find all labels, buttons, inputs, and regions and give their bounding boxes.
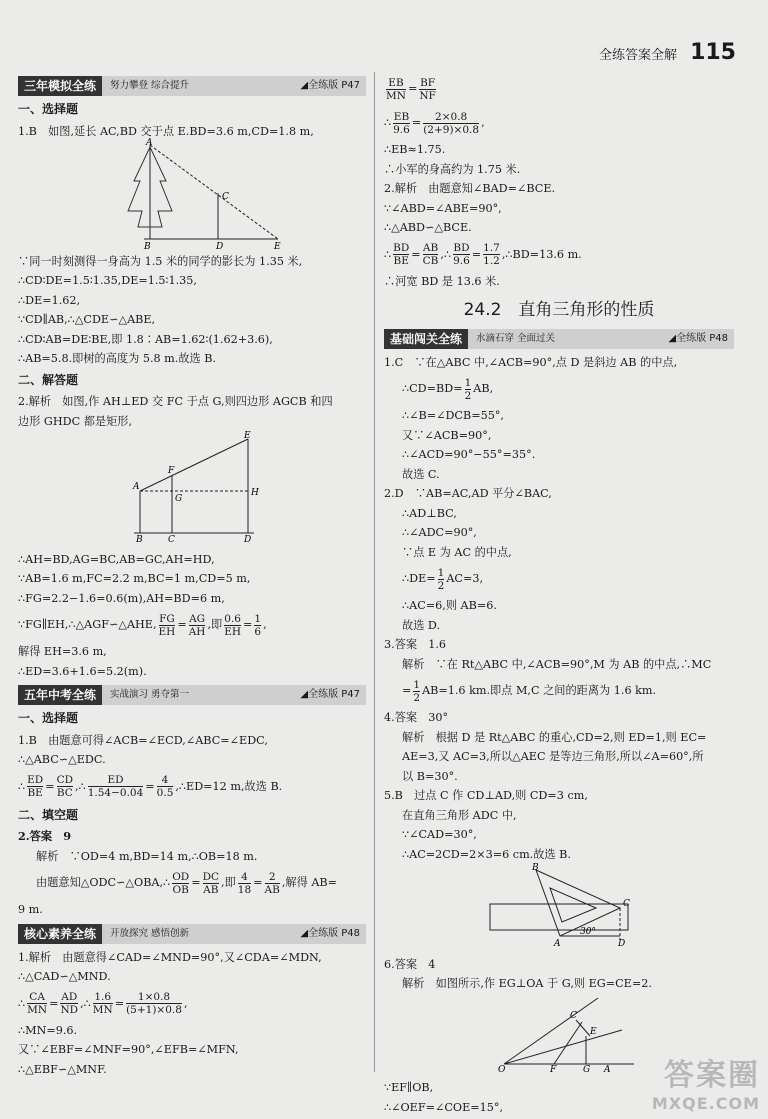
denominator: MN bbox=[92, 1004, 113, 1016]
denominator: EH bbox=[224, 625, 242, 638]
text-line: ∵∠ABD=∠ABE=90°, bbox=[384, 201, 502, 215]
fraction bbox=[27, 991, 47, 1016]
denominator: 6 bbox=[254, 625, 262, 638]
text-line: 故选 D. bbox=[402, 618, 441, 632]
point-label: B bbox=[532, 863, 539, 873]
numerator: EB bbox=[393, 110, 410, 123]
fraction bbox=[265, 871, 280, 896]
numerator: ED bbox=[107, 774, 124, 786]
text-line: ∴河宽 BD 是 13.6 米. bbox=[384, 274, 500, 288]
numerator: BD bbox=[393, 242, 410, 254]
text-line: 边形 GHDC 都是矩形, bbox=[18, 414, 133, 428]
text-line: 3.答案 1.6 bbox=[384, 638, 447, 651]
denominator: 2 bbox=[464, 389, 472, 402]
section-bar-wunian bbox=[18, 685, 366, 705]
denominator: ND bbox=[60, 1004, 79, 1016]
eq-text: ,∴BD=13.6 m. bbox=[501, 247, 582, 261]
text-line: 2.解析 如图,作 AH⊥ED 交 FC 于点 G,则四边形 AGCB 和四 bbox=[18, 395, 333, 408]
fraction bbox=[203, 871, 219, 896]
numerator: 1 bbox=[437, 566, 445, 579]
denominator: BC bbox=[56, 787, 73, 799]
equation-row bbox=[18, 987, 366, 1021]
text-line: ∵CD∥AB,∴△CDE∽△ABE, bbox=[18, 313, 156, 326]
text-line: ∴DE=1.62, bbox=[18, 293, 81, 307]
text-line: 又∵∠EBF=∠MNF=90°,∠EFB=∠MFN, bbox=[18, 1043, 239, 1056]
text-line: ∴CD∶AB=DE∶BE,即 1.8∶AB=1.62∶(1.62+3.6), bbox=[18, 332, 273, 346]
eq-text: ,∴ bbox=[440, 247, 452, 261]
equation-row bbox=[384, 72, 734, 106]
text-line: ∵点 E 为 AC 的中点, bbox=[402, 545, 512, 559]
denominator: EH bbox=[158, 625, 176, 638]
denominator: (2+9)×0.8 bbox=[423, 123, 480, 136]
fraction bbox=[93, 991, 113, 1016]
text-line: AE=3,又 AC=3,所以△AEC 是等边三角形,所以∠A=60°,所 bbox=[402, 750, 704, 763]
point-label: A bbox=[604, 1064, 611, 1075]
section-slogan: 水滴石穿 全面过关 bbox=[476, 332, 556, 344]
eq-text: = bbox=[402, 684, 412, 698]
section-slogan: 实战演习 勇夺第一 bbox=[110, 689, 190, 701]
point-label: C bbox=[570, 1010, 577, 1021]
eq-text: ∴ bbox=[18, 996, 26, 1010]
numerator: AD bbox=[61, 991, 78, 1003]
numerator: OD bbox=[172, 870, 190, 883]
page-header bbox=[599, 40, 736, 65]
equation-row bbox=[18, 866, 366, 900]
eq-text: = bbox=[114, 996, 125, 1010]
fraction bbox=[27, 774, 43, 799]
text-line: 2.答案 9 bbox=[18, 829, 72, 843]
eq-text: 由题意知△ODC∽△OBA,∴ bbox=[36, 876, 171, 890]
text-line: ∴EB≈1.75. bbox=[384, 143, 446, 156]
subsection-title: 一、选择题 bbox=[18, 102, 79, 116]
point-label: E bbox=[590, 1026, 597, 1037]
eq-text: = bbox=[145, 779, 155, 793]
equation-row bbox=[18, 770, 366, 804]
equation-row bbox=[384, 106, 734, 140]
fraction bbox=[157, 774, 174, 799]
denominator: 1.2 bbox=[483, 255, 500, 267]
text-line: ∴∠ACD=90°−55°=35°. bbox=[402, 448, 536, 461]
point-label: D bbox=[618, 939, 626, 949]
section-tag: 基础闯关全练 bbox=[384, 329, 468, 349]
numerator: 4 bbox=[161, 774, 169, 786]
point-label: A bbox=[146, 138, 153, 148]
text-line: 9 m. bbox=[18, 903, 43, 916]
fraction bbox=[413, 679, 420, 704]
denominator: MN bbox=[27, 1004, 48, 1016]
fraction bbox=[453, 242, 470, 267]
eq-text: ∴DE= bbox=[402, 572, 436, 586]
denominator: 1.54−0.04 bbox=[87, 787, 144, 799]
section-heading: 24.2 直角三角形的性质 bbox=[463, 300, 655, 320]
eq-text: , bbox=[183, 996, 188, 1010]
fraction bbox=[393, 242, 409, 267]
text-line: ∴△EBF∽△MNF. bbox=[18, 1062, 107, 1076]
numerator: DC bbox=[202, 870, 220, 883]
fraction bbox=[423, 242, 439, 267]
text-line: 5.B 过点 C 作 CD⊥AD,则 CD=3 cm, bbox=[384, 789, 588, 802]
eq-text: = bbox=[49, 996, 59, 1010]
section-tag: 三年模拟全练 bbox=[18, 76, 102, 96]
numerator: FG bbox=[159, 612, 175, 625]
fraction bbox=[159, 613, 176, 638]
text-line: ∴FG=2.2−1.6=0.6(m),AH=BD=6 m, bbox=[18, 591, 225, 605]
text-line: 1.解析 由题意得∠CAD=∠MND=90°,又∠CDA=∠MDN, bbox=[18, 950, 322, 964]
text-line: ∵AB=1.6 m,FC=2.2 m,BC=1 m,CD=5 m, bbox=[18, 572, 251, 585]
denominator: CB bbox=[422, 255, 439, 267]
eq-text: AC=3, bbox=[446, 572, 484, 586]
denominator: AB bbox=[203, 883, 219, 896]
text-line: 1.C ∵在△ABC 中,∠ACB=90°,点 D 是斜边 AB 的中点, bbox=[384, 355, 678, 369]
text-line: ∴∠B=∠DCB=55°, bbox=[402, 409, 504, 422]
fraction bbox=[423, 111, 479, 136]
point-label: A bbox=[133, 482, 140, 492]
equation-row bbox=[18, 608, 366, 642]
eq-text: , bbox=[263, 618, 267, 632]
numerator: 2 bbox=[268, 870, 276, 883]
denominator: NF bbox=[419, 89, 436, 102]
subsection-title: 一、选择题 bbox=[18, 711, 79, 725]
denominator: (5+1)×0.8 bbox=[126, 1004, 182, 1016]
eq-text: = bbox=[407, 82, 418, 96]
numerator: 0.6 bbox=[224, 612, 241, 625]
text-line: 4.答案 30° bbox=[384, 711, 449, 724]
eq-text: ,∴ bbox=[80, 996, 91, 1010]
text-line: ∴MN=9.6. bbox=[18, 1023, 78, 1037]
denominator: 18 bbox=[237, 883, 252, 896]
section-slogan: 开放探究 感悟创新 bbox=[110, 927, 190, 939]
point-label: G bbox=[583, 1064, 591, 1075]
text-line: ∴小军的身高约为 1.75 米. bbox=[384, 162, 521, 176]
eq-text: AB=1.6 km.即点 M,C 之间的距离为 1.6 km. bbox=[422, 684, 657, 698]
section-bar-sannian bbox=[18, 76, 366, 96]
section-tag: 五年中考全练 bbox=[18, 685, 102, 705]
fraction bbox=[126, 991, 182, 1016]
angle-label: 30° bbox=[580, 927, 596, 937]
eq-text: ,即 bbox=[207, 618, 223, 632]
text-line: 解析 ∵OD=4 m,BD=14 m,∴OB=18 m. bbox=[36, 849, 258, 863]
denominator: BE bbox=[393, 255, 409, 267]
fraction bbox=[189, 613, 206, 638]
text-line: ∴△ABD∽△BCE. bbox=[384, 221, 472, 234]
ruler-figure bbox=[484, 864, 644, 948]
denominator: AB bbox=[264, 883, 280, 896]
fraction bbox=[57, 774, 73, 799]
eq-text: ∴ bbox=[384, 247, 392, 261]
text-line: ∴AC=6,则 AB=6. bbox=[402, 599, 497, 612]
fraction bbox=[60, 991, 78, 1016]
eq-text: ∴CD=BD= bbox=[402, 382, 463, 396]
numerator: 1.6 bbox=[94, 991, 112, 1003]
fraction bbox=[393, 111, 410, 136]
point-label: C bbox=[222, 192, 229, 202]
point-label: F bbox=[550, 1064, 557, 1075]
numerator: 4 bbox=[241, 870, 248, 883]
rectangle-figure bbox=[130, 431, 280, 543]
eq-text: = bbox=[191, 876, 201, 890]
denominator: OB bbox=[172, 883, 189, 896]
eq-text: = bbox=[243, 618, 253, 632]
point-label: B bbox=[144, 242, 151, 252]
point-label: F bbox=[168, 466, 175, 476]
text-line: 解析 如图所示,作 EG⊥OA 于 G,则 EG=CE=2. bbox=[402, 977, 652, 990]
numerator: BF bbox=[420, 76, 436, 89]
text-line: ∴CD∶DE=1.5∶1.35,DE=1.5∶1.35, bbox=[18, 274, 197, 287]
eq-text: = bbox=[177, 618, 187, 632]
point-label: E bbox=[244, 431, 251, 441]
text-line: ∴∠OEF=∠COE=15°, bbox=[384, 1100, 503, 1114]
fraction bbox=[386, 77, 406, 102]
text-line: 以 B=30°. bbox=[402, 769, 458, 783]
point-label: D bbox=[216, 242, 224, 252]
denominator: 9.6 bbox=[453, 255, 470, 267]
section-tag: 核心素养全练 bbox=[18, 924, 102, 944]
fraction bbox=[88, 774, 144, 799]
point-label: C bbox=[168, 535, 175, 545]
subsection-title: 二、填空题 bbox=[18, 807, 79, 822]
watermark-text: 答案圈 bbox=[664, 1058, 760, 1093]
subsection-title: 二、解答题 bbox=[18, 372, 79, 387]
text-line: ∴ED=3.6+1.6=5.2(m). bbox=[18, 664, 147, 678]
text-line: ∴AB=5.8.即树的高度为 5.8 m.故选 B. bbox=[18, 352, 217, 365]
point-label: O bbox=[498, 1064, 506, 1075]
eq-text: ,∴ED=12 m,故选 B. bbox=[175, 779, 283, 793]
text-line: ∵EF∥OB, bbox=[384, 1081, 434, 1094]
denominator: 9.6 bbox=[393, 123, 410, 136]
text-line: 1.B 由题意可得∠ACB=∠ECD,∠ABC=∠EDC, bbox=[18, 733, 268, 747]
section-ref: ◢全练版 P47 bbox=[300, 80, 360, 92]
equation-row bbox=[384, 238, 734, 272]
denominator: AH bbox=[188, 625, 206, 638]
numerator: 1.7 bbox=[483, 242, 500, 254]
section-ref: ◢全练版 P47 bbox=[300, 689, 360, 701]
fraction bbox=[254, 613, 261, 638]
fraction bbox=[483, 242, 500, 267]
text-line: ∴△CAD∽△MND. bbox=[18, 970, 111, 983]
left-column bbox=[18, 72, 366, 1079]
text-line: 2.D ∵AB=AC,AD 平分∠BAC, bbox=[384, 487, 552, 500]
eq-text: = bbox=[253, 876, 263, 890]
eq-text: = bbox=[471, 247, 482, 261]
point-label: B bbox=[136, 535, 143, 545]
denominator: 2 bbox=[437, 579, 445, 592]
numerator: EB bbox=[388, 76, 404, 89]
numerator: CA bbox=[29, 991, 45, 1003]
text-line: ∵同一时刻测得一身高为 1.5 米的同学的影长为 1.35 米, bbox=[18, 254, 303, 268]
eq-text: = bbox=[411, 247, 421, 261]
fraction bbox=[224, 613, 241, 638]
point-label: D bbox=[244, 535, 252, 545]
text-line: 2.解析 由题意知∠BAD=∠BCE. bbox=[384, 182, 556, 195]
numerator: 1 bbox=[464, 376, 472, 389]
tree-figure bbox=[118, 138, 318, 252]
text-line: 故选 C. bbox=[402, 467, 440, 481]
numerator: AB bbox=[422, 242, 439, 254]
header-label: 全练答案全解 bbox=[598, 48, 677, 63]
denominator: BE bbox=[27, 787, 43, 799]
numerator: 1 bbox=[413, 678, 421, 691]
text-line: 解析 根据 D 是 Rt△ABC 的重心,CD=2,则 ED=1,则 EC= bbox=[402, 730, 707, 744]
fraction bbox=[419, 77, 435, 102]
eq-text: = bbox=[45, 779, 55, 793]
section-bar-hexin bbox=[18, 924, 366, 944]
watermark bbox=[652, 1050, 760, 1113]
section-ref: ◢全练版 P48 bbox=[668, 332, 728, 344]
numerator: BD bbox=[453, 242, 470, 254]
point-label: C bbox=[623, 899, 630, 909]
column-divider bbox=[374, 72, 375, 1072]
text-line: ∴AC=2CD=2×3=6 cm.故选 B. bbox=[402, 847, 571, 861]
point-label: E bbox=[274, 242, 281, 252]
page-number: 115 bbox=[690, 40, 736, 65]
point-label: A bbox=[554, 939, 561, 949]
eq-text: ,∴ bbox=[75, 779, 86, 793]
numerator: 2×0.8 bbox=[435, 110, 468, 123]
text-line: 解得 EH=3.6 m, bbox=[18, 645, 107, 658]
text-line: ∴AD⊥BC, bbox=[402, 506, 457, 520]
text-line: ∵∠CAD=30°, bbox=[402, 828, 477, 841]
equation-row bbox=[384, 674, 734, 708]
text-line: ∴AH=BD,AG=BC,AB=GC,AH=HD, bbox=[18, 552, 215, 566]
text-line: 在直角三角形 ADC 中, bbox=[402, 808, 517, 822]
numerator: 1 bbox=[254, 612, 262, 625]
denominator: 0.5 bbox=[156, 787, 174, 799]
eq-text: ,解得 AB= bbox=[281, 876, 338, 890]
text-line: 解析 ∵在 Rt△ABC 中,∠ACB=90°,M 为 AB 的中点,∴MC bbox=[402, 657, 712, 671]
denominator: MN bbox=[386, 89, 406, 102]
right-column bbox=[384, 72, 734, 1117]
numerator: ED bbox=[27, 774, 44, 786]
fraction bbox=[238, 871, 251, 896]
eq-text: AB, bbox=[473, 382, 494, 396]
text-line: 1.B 如图,延长 AC,BD 交于点 E.BD=3.6 m,CD=1.8 m, bbox=[18, 124, 314, 138]
text-line: ∴∠ADC=90°, bbox=[402, 526, 477, 539]
fraction bbox=[465, 377, 472, 402]
fraction bbox=[438, 567, 445, 592]
numerator: CD bbox=[56, 774, 74, 786]
eq-text: ∴ bbox=[384, 116, 392, 130]
section-slogan: 努力攀登 综合提升 bbox=[110, 80, 190, 92]
text-line: 又∵∠ACB=90°, bbox=[402, 428, 492, 442]
equation-row bbox=[384, 372, 734, 406]
point-label: G bbox=[175, 494, 183, 504]
text-line: ∴△ABC∽△EDC. bbox=[18, 753, 106, 766]
eq-text: = bbox=[411, 116, 422, 130]
eq-text: ∵FG∥EH,∴△AGF∽△AHE, bbox=[18, 618, 157, 632]
fraction bbox=[172, 871, 189, 896]
eq-text: ∴ bbox=[18, 779, 26, 793]
angle-figure bbox=[494, 994, 644, 1075]
point-label: H bbox=[251, 488, 259, 498]
section-ref: ◢全练版 P48 bbox=[300, 927, 360, 939]
text-line: 6.答案 4 bbox=[384, 957, 436, 971]
denominator: 2 bbox=[413, 691, 421, 704]
equation-row bbox=[384, 562, 734, 596]
section-bar-jichu bbox=[384, 329, 734, 349]
eq-text: ,即 bbox=[221, 876, 236, 890]
watermark-url: MXQE.COM bbox=[651, 1094, 760, 1113]
eq-text: , bbox=[481, 116, 485, 130]
numerator: AG bbox=[189, 612, 206, 625]
numerator: 1×0.8 bbox=[137, 991, 171, 1003]
